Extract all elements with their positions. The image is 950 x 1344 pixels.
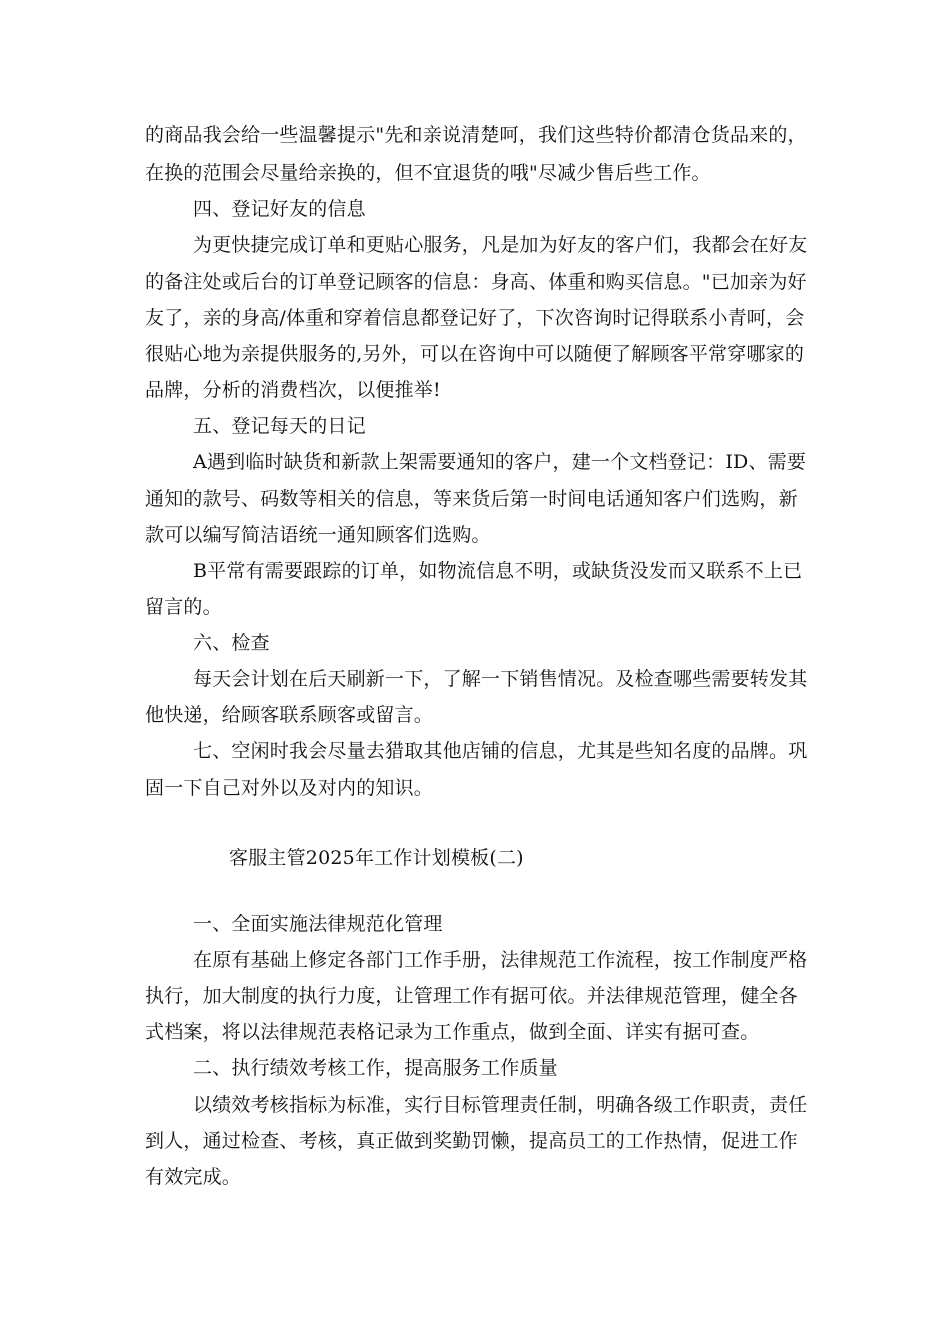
section-heading: 二、执行绩效考核工作，提高服务工作质量 [193, 1057, 558, 1079]
paragraph-line: 为更快捷完成订单和更贴心服务，凡是加为好友的客户们，我都会在好友 [193, 234, 808, 256]
paragraph-line: 的商品我会给一些温馨提示"先和亲说清楚呵，我们这些特价都清仓货品来的， [145, 124, 807, 146]
paragraph-line: 他快递，给顾客联系顾客或留言。 [145, 704, 434, 726]
document-title: 客服主管2025年工作计划模板(二) [229, 847, 524, 869]
section-heading: 四、登记好友的信息 [193, 198, 366, 220]
paragraph-line: 款可以编写简洁语统一通知顾客们选购。 [145, 524, 491, 546]
paragraph-line: 以绩效考核指标为标准，实行目标管理责任制，明确各级工作职责，责任 [193, 1094, 808, 1116]
section-heading: 一、全面实施法律规范化管理 [193, 913, 443, 935]
paragraph-line: 友了，亲的身高/体重和穿着信息都登记好了，下次咨询时记得联系小青呵，会 [145, 307, 805, 329]
paragraph-line: 七、空闲时我会尽量去猎取其他店铺的信息，尤其是些知名度的品牌。巩 [193, 740, 808, 762]
section-heading: 五、登记每天的日记 [193, 415, 366, 437]
paragraph-line: 每天会计划在后天刷新一下，了解一下销售情况。及检查哪些需要转发其 [193, 668, 808, 690]
paragraph-line: 在换的范围会尽量给亲换的，但不宜退货的哦"尽减少售后些工作。 [145, 162, 711, 184]
paragraph-line: 有效完成。 [145, 1166, 242, 1188]
paragraph-line: B平常有需要跟踪的订单，如物流信息不明，或缺货没发而又联系不上已 [193, 560, 803, 582]
paragraph-line: 在原有基础上修定各部门工作手册，法律规范工作流程，按工作制度严格 [193, 949, 808, 971]
paragraph-line: 到人，通过检查、考核，真正做到奖勤罚懒，提高员工的工作热情，促进工作 [145, 1130, 798, 1152]
section-heading: 六、检查 [193, 632, 270, 654]
paragraph-line: 固一下自己对外以及对内的知识。 [145, 777, 434, 799]
paragraph-line: 执行，加大制度的执行力度，让管理工作有据可依。并法律规范管理，健全各 [145, 985, 798, 1007]
paragraph-line: A遇到临时缺货和新款上架需要通知的客户，建一个文档登记：ID、需要 [193, 451, 807, 473]
paragraph-line: 式档案，将以法律规范表格记录为工作重点，做到全面、详实有据可查。 [145, 1021, 760, 1043]
paragraph-line: 很贴心地为亲提供服务的,另外，可以在咨询中可以随便了解顾客平常穿哪家的 [145, 343, 805, 365]
paragraph-line: 通知的款号、码数等相关的信息，等来货后第一时间电话通知客户们选购，新 [145, 488, 798, 510]
paragraph-line: 留言的。 [145, 596, 222, 618]
paragraph-line: 品牌，分析的消费档次，以便推举! [145, 379, 441, 401]
paragraph-line: 的备注处或后台的订单登记顾客的信息：身高、体重和购买信息。"已加亲为好 [145, 271, 807, 293]
